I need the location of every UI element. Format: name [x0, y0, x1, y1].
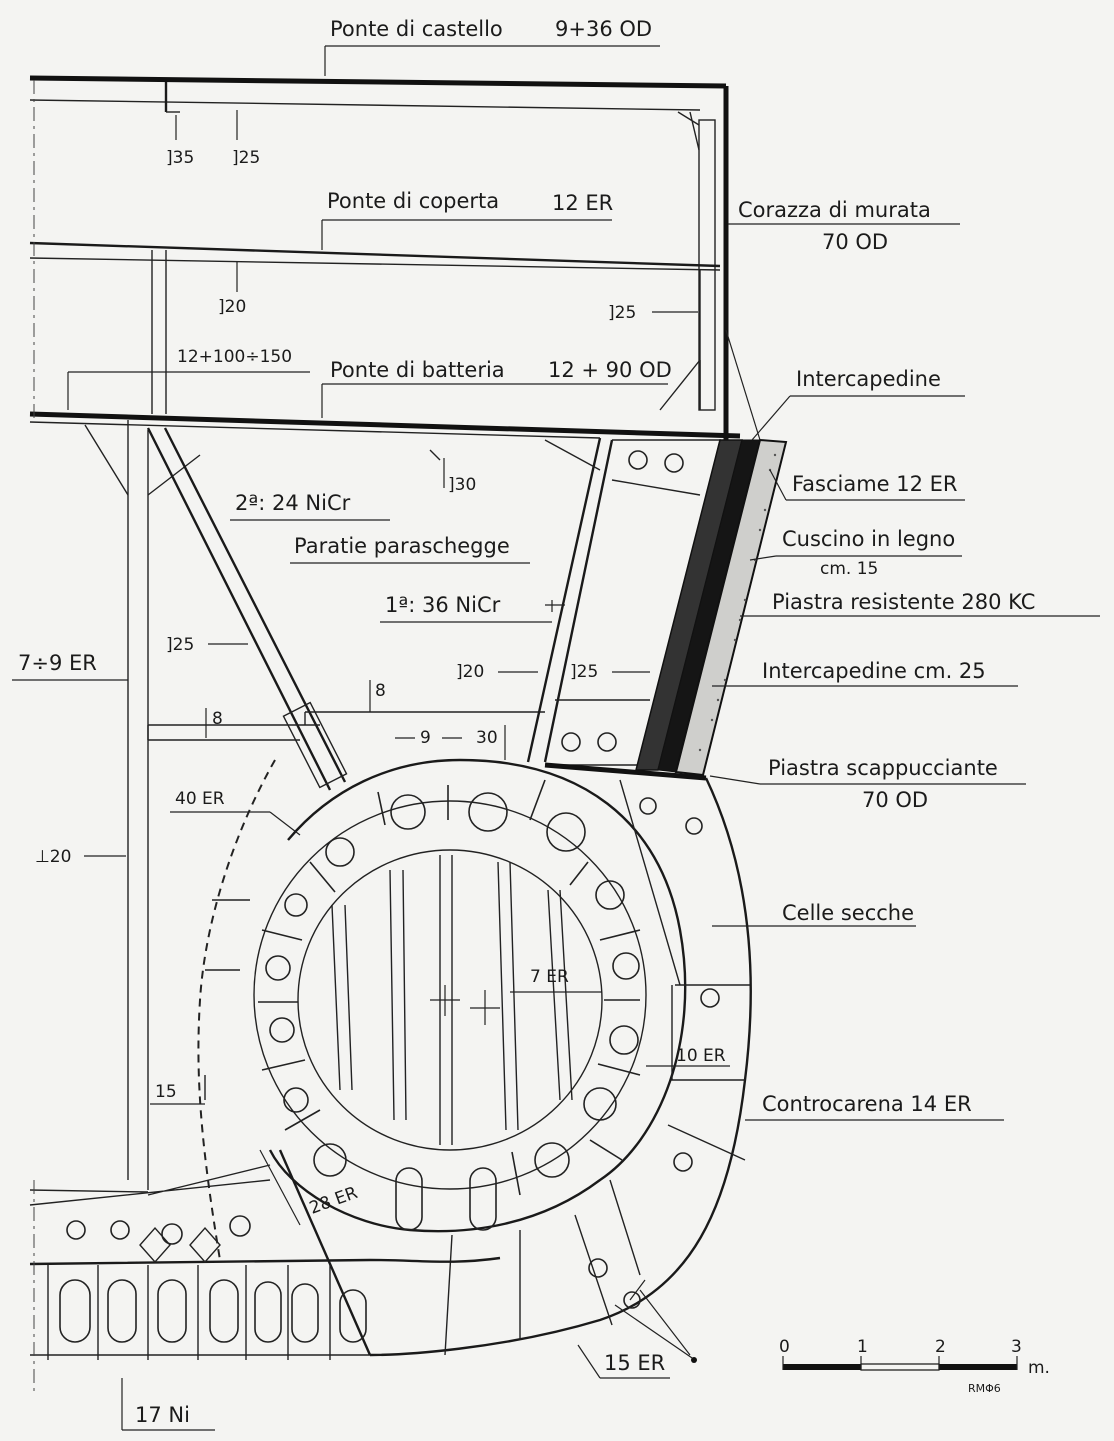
- label-fasciame: Fasciame 12 ER: [792, 472, 958, 496]
- label-30: 30: [476, 728, 498, 748]
- label-10-er: 10 ER: [676, 1046, 726, 1066]
- label-ponte-castello-value: 9+36 OD: [555, 17, 653, 41]
- bulge-cylinder: [67, 760, 751, 1355]
- label-j20-b: ]20: [456, 662, 485, 682]
- label-ponte-batteria-value: 12 + 90 OD: [548, 358, 672, 382]
- label-piastra-scappucciante-value: 70 OD: [862, 788, 929, 812]
- annotations: [12, 17, 1100, 1430]
- label-15: 15: [155, 1082, 177, 1102]
- label-ponte-batteria: Ponte di batteria: [330, 358, 505, 382]
- label-controcarena: Controcarena 14 ER: [762, 1092, 972, 1116]
- scale-tick-3: 3: [1011, 1337, 1022, 1357]
- label-cuscino-value: cm. 15: [820, 559, 879, 579]
- label-j25-side: ]25: [608, 303, 637, 323]
- double-bottom-cells: [60, 1280, 366, 1342]
- label-15-er: 15 ER: [604, 1351, 666, 1375]
- label-28-er: 28 ER: [306, 1182, 361, 1219]
- label-7-9-er: 7÷9 ER: [18, 651, 97, 675]
- label-j30: ]30: [448, 475, 477, 495]
- label-paratia-2: 2ª: 24 NiCr: [235, 491, 351, 515]
- label-corazza-murata: Corazza di murata: [738, 198, 931, 222]
- label-9: 9: [420, 728, 431, 748]
- scale-tick-0: 0: [779, 1337, 790, 1357]
- bottom-structure: [30, 760, 500, 1395]
- drafter-signature: RMΦ6: [968, 1382, 1001, 1395]
- ponte-coperta-line: [30, 243, 720, 266]
- label-7-er: 7 ER: [530, 967, 569, 987]
- label-intercapedine: Intercapedine: [796, 367, 941, 391]
- scale-tick-1: 1: [857, 1337, 868, 1357]
- label-j20-a: ]20: [218, 297, 247, 317]
- label-40-er: 40 ER: [175, 789, 225, 809]
- scale-bar: [779, 1337, 1050, 1395]
- scale-unit: m.: [1028, 1358, 1050, 1378]
- label-cuscino: Cuscino in legno: [782, 527, 956, 551]
- label-j25-d: ]25: [570, 662, 599, 682]
- label-paratie-paraschegge: Paratie paraschegge: [294, 534, 510, 558]
- label-piastra-scappucciante: Piastra scappucciante: [768, 756, 998, 780]
- label-celle-secche: Celle secche: [782, 901, 915, 925]
- label-paratia-1: 1ª: 36 NiCr: [385, 593, 501, 617]
- label-j35: ]35: [166, 148, 195, 168]
- label-ponte-coperta: Ponte di coperta: [327, 189, 500, 213]
- label-corazza-murata-value: 70 OD: [822, 230, 889, 254]
- scale-tick-2: 2: [935, 1337, 946, 1357]
- label-8-b: 8: [212, 709, 223, 729]
- label-ponte-castello: Ponte di castello: [330, 17, 503, 41]
- label-j25-top: ]25: [232, 148, 261, 168]
- label-ponte-coperta-value: 12 ER: [552, 191, 614, 215]
- label-12-100-150: 12+100÷150: [177, 347, 293, 367]
- ponte-castello-line: [30, 78, 726, 86]
- label-8-a: 8: [375, 681, 386, 701]
- label-intercapedine-25: Intercapedine cm. 25: [762, 659, 986, 683]
- label-t20: ⊥20: [35, 847, 72, 867]
- label-j25-c: ]25: [166, 635, 195, 655]
- deck-structure: [30, 78, 740, 440]
- label-piastra-resistente: Piastra resistente 280 KC: [772, 590, 1036, 614]
- label-17-ni: 17 Ni: [135, 1403, 190, 1427]
